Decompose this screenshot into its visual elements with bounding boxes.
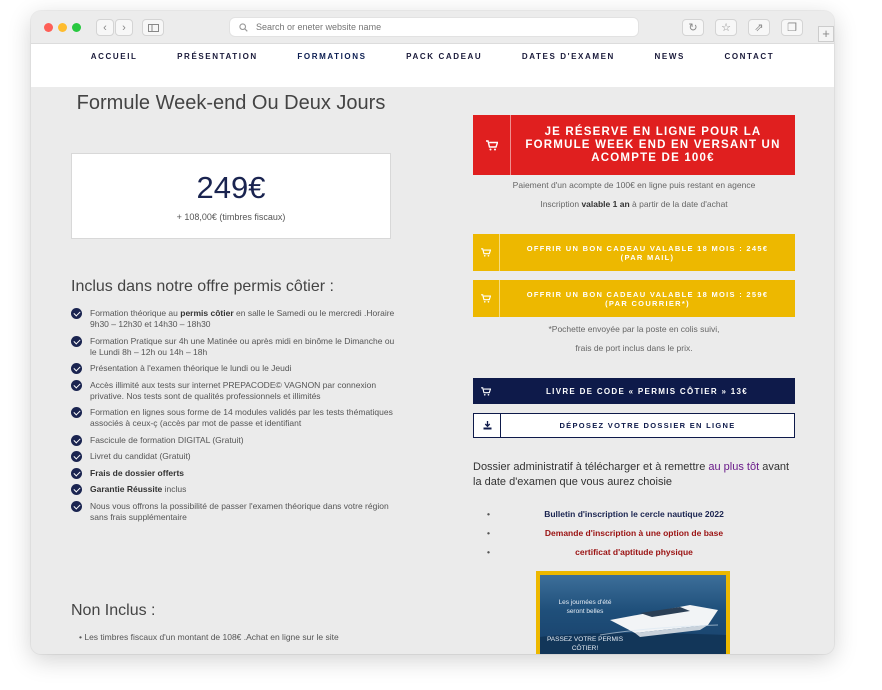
list-item: Nous vous offrons la possibilité de passer l'examen théorique dans votre région sans frais supplémentaire	[71, 501, 401, 523]
close-window-button[interactable]	[44, 23, 53, 32]
cart-icon	[473, 115, 511, 175]
not-included-list	[79, 632, 339, 642]
document-link-option-base[interactable]: • Demande d'inscription à une option de base	[473, 527, 795, 546]
highlight-link[interactable]: au plus tôt	[708, 461, 760, 473]
nav-item-contact[interactable]: CONTACT	[724, 51, 775, 61]
cart-icon	[473, 234, 500, 271]
share-button[interactable]	[748, 19, 770, 36]
included-heading: Inclus dans notre offre permis côtier :	[71, 278, 334, 295]
reserve-online-button[interactable]	[473, 115, 795, 175]
list-item: Garantie Réussite inclus	[71, 484, 401, 495]
post-note-2: frais de port inclus dans le prix.	[575, 343, 693, 353]
tabs-icon: ❐	[787, 22, 797, 34]
new-tab-button[interactable]	[818, 26, 834, 42]
list-item: Fascicule de formation DIGITAL (Gratuit)	[71, 435, 401, 446]
browser-window	[31, 11, 834, 654]
list-item: Formation théorique au permis côtier en salle le Samedi ou le mercredi .Horaire 9h30 – 12h30 et 14h30 – 18h30	[71, 308, 401, 330]
share-icon: ⇗	[754, 22, 764, 34]
list-item: Frais de dossier offerts	[71, 468, 401, 479]
main-navigation	[31, 44, 834, 68]
chevron-right-icon: ›	[122, 21, 126, 34]
header-spacer	[31, 68, 834, 88]
document-link-certificat[interactable]: • certificat d'aptitude physique	[473, 546, 795, 565]
forward-button[interactable]	[115, 19, 133, 36]
check-circle-icon	[71, 435, 82, 446]
nav-item-pack-cadeau[interactable]: PACK CADEAU	[406, 51, 483, 61]
nav-item-news[interactable]: NEWS	[654, 51, 685, 61]
star-icon: ☆	[721, 22, 731, 34]
post-note-1: *Pochette envoyée par la poste en colis suivi,	[548, 324, 720, 334]
list-item: Livret du candidat (Gratuit)	[71, 451, 401, 462]
check-circle-icon	[71, 407, 82, 418]
gift-voucher-mail-label: OFFRIR UN BON CADEAU VALABLE 18 MOIS : 245€ (PAR MAIL)	[526, 243, 769, 262]
list-item: Accès illimité aux tests sur internet PREPACODE© VAGNON par connexion privative. Nos tests sont de qualités professionnels et illimités	[71, 380, 401, 402]
upload-dossier-button[interactable]	[473, 413, 795, 438]
price-value: 249€	[196, 170, 266, 205]
promo-line-1: Les journées d'été seront belles	[558, 599, 612, 615]
minimize-window-button[interactable]	[58, 23, 67, 32]
search-icon	[239, 23, 248, 32]
reload-button[interactable]	[682, 19, 704, 36]
sidebar-icon	[148, 24, 159, 32]
nav-item-accueil[interactable]: ACCUEIL	[90, 51, 138, 61]
back-button[interactable]	[96, 19, 114, 36]
promo-line-2: PASSEZ VOTRE PERMIS CÔTIER!	[546, 636, 624, 652]
chevron-left-icon: ‹	[103, 21, 107, 34]
nav-item-presentation[interactable]: PRÉSENTATION	[177, 51, 258, 61]
list-item: Présentation à l'examen théorique le lundi ou le Jeudi	[71, 363, 401, 374]
nav-item-formations[interactable]: FORMATIONS	[297, 51, 367, 61]
formula-title: Formule Week-end Ou Deux Jours	[76, 92, 386, 114]
dossier-instructions: Dossier administratif à télécharger et à remettre au plus tôt avant la date d'examen que vous aurez choisie	[473, 461, 790, 488]
list-item: Formation Pratique sur 4h une Matinée ou après midi en binôme le Dimanche ou le Lundi 8h – 12h ou 14h – 18h	[71, 336, 401, 358]
bookmark-button[interactable]	[715, 19, 737, 36]
check-circle-icon	[71, 363, 82, 374]
gift-voucher-post-button[interactable]	[473, 280, 795, 317]
documents-list	[473, 508, 795, 565]
code-book-button[interactable]	[473, 378, 795, 404]
check-circle-icon	[71, 451, 82, 462]
promo-banner[interactable]	[536, 571, 730, 654]
plus-icon: +	[822, 26, 830, 41]
document-link-bulletin[interactable]: • Bulletin d'inscription le cercle nautique 2022	[473, 508, 795, 527]
code-book-label: LIVRE DE CODE « PERMIS CÔTIER » 13€	[546, 386, 748, 396]
gift-voucher-post-label: OFFRIR UN BON CADEAU VALABLE 18 MOIS : 259€ (PAR COURRIER*)	[526, 289, 769, 308]
check-circle-icon	[71, 336, 82, 347]
tabs-button[interactable]	[781, 19, 803, 36]
reserve-online-label: JE RÉSERVE EN LIGNE POUR LA FORMULE WEEK END EN VERSANT UN ACOMPTE DE 100€	[525, 125, 781, 164]
fees-note: + 108,00€ (timbres fiscaux)	[176, 212, 286, 222]
list-item: Formation en lignes sous forme de 14 modules validés par les tests thématiques associés à ceux-ç (accès par mot de passe et identifiant	[71, 407, 401, 429]
address-input[interactable]	[254, 21, 618, 33]
reserve-note: Paiement d'un acompte de 100€ en ligne puis restant en agence	[512, 180, 756, 190]
upload-dossier-label: DÉPOSEZ VOTRE DOSSIER EN LIGNE	[559, 421, 736, 430]
check-circle-icon	[71, 380, 82, 391]
browser-toolbar	[31, 11, 834, 44]
reload-icon: ↻	[688, 22, 698, 34]
cart-icon	[473, 378, 499, 404]
check-circle-icon	[71, 501, 82, 512]
download-icon	[474, 414, 501, 437]
promo-image	[540, 575, 726, 654]
page-content	[31, 87, 834, 654]
check-circle-icon	[71, 468, 82, 479]
maximize-window-button[interactable]	[72, 23, 81, 32]
sidebar-toggle-button[interactable]	[142, 19, 164, 36]
nav-item-dates-examen[interactable]: DATES D'EXAMEN	[521, 51, 615, 61]
included-list	[71, 308, 401, 528]
not-included-heading: Non Inclus :	[71, 602, 156, 619]
cart-icon	[473, 280, 500, 317]
list-item: • Les timbres fiscaux d'un montant de 108€ .Achat en ligne sur le site	[79, 632, 339, 642]
price-box	[71, 153, 391, 239]
address-bar[interactable]	[229, 17, 639, 37]
validity-note: Inscription valable 1 an à partir de la date d'achat	[540, 199, 728, 209]
gift-voucher-mail-button[interactable]	[473, 234, 795, 271]
check-circle-icon	[71, 308, 82, 319]
check-circle-icon	[71, 484, 82, 495]
